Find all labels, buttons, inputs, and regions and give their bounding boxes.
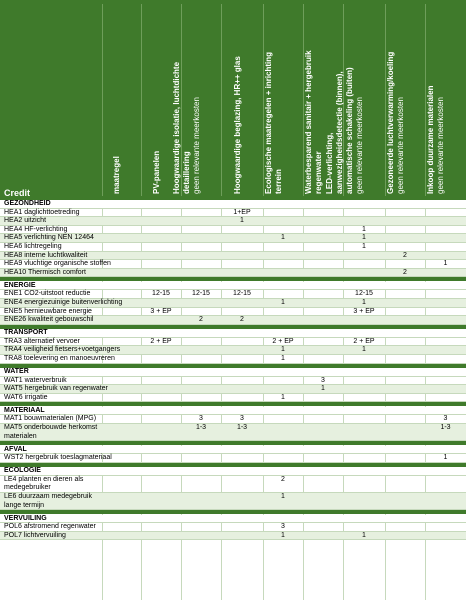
score-cell: 2 + EP	[272, 337, 294, 345]
column-header-line: automatische schakeling (buiten)	[344, 67, 354, 194]
table-row	[0, 355, 466, 364]
credit-name: TRA4 veiligheid fietsers+voetgangers	[4, 346, 121, 354]
section-divider	[0, 510, 466, 514]
score-cell: 1	[281, 393, 285, 401]
section-divider	[0, 325, 466, 329]
column-header-line: Hoogwaardige isolatie, luchtdichte	[171, 61, 181, 194]
table-row	[0, 532, 466, 541]
table-row	[0, 377, 466, 386]
table-row	[0, 209, 466, 218]
column-header-6	[324, 4, 385, 196]
credit-name: HEA1 daglichttoetreding	[4, 208, 80, 216]
score-cell: 1-3	[195, 424, 207, 431]
score-cell: 3 + EP	[353, 307, 375, 315]
credit-name: MAT5 onderbouwde herkomst materialen	[4, 424, 98, 440]
column-header-line: Gezoneerde luchtverwarming/koeling	[385, 51, 395, 194]
section-divider	[0, 402, 466, 406]
section-divider	[0, 441, 466, 445]
category-title: ENERGIE	[4, 281, 36, 289]
category-row	[0, 515, 466, 524]
score-cell: 1	[281, 346, 285, 354]
table-row	[0, 234, 466, 243]
credit-name: TRA3 alternatief vervoer	[4, 337, 80, 345]
column-header-line: maatregel	[112, 156, 121, 194]
table-row	[0, 385, 466, 394]
column-header-text	[304, 50, 324, 194]
category-row	[0, 200, 466, 209]
score-cell: 1	[362, 234, 366, 242]
category-title: ECOLOGIE	[4, 467, 41, 475]
category-title: GEZONDHEID	[4, 200, 51, 207]
score-cell: 1	[362, 531, 366, 539]
score-cell: 1	[362, 346, 366, 354]
score-cell: 1	[281, 234, 285, 242]
score-cell: 1-3	[440, 424, 451, 431]
credit-name: POL6 afstromend regenwater	[4, 523, 96, 531]
column-header-sub: geen relevante meerkosten	[191, 97, 201, 194]
score-cell: 2	[199, 316, 203, 324]
table-row	[0, 415, 466, 424]
column-header-text	[264, 52, 284, 194]
section-divider	[0, 463, 466, 467]
category-row	[0, 467, 466, 476]
category-row	[0, 368, 466, 377]
score-cell: 1	[240, 217, 244, 225]
credit-name: HEA5 verlichting NEN 12464	[4, 234, 94, 242]
table-row	[0, 394, 466, 403]
credit-name: LE4 planten en dieren als medegebruiker	[4, 475, 84, 492]
score-cell: 1	[281, 531, 285, 539]
table-row	[0, 346, 466, 355]
credit-column-label: Credit	[4, 188, 31, 198]
column-header-line: terrein	[273, 169, 283, 194]
score-cell: 1	[321, 385, 325, 393]
score-cell: 2	[240, 316, 244, 324]
score-cell: 1	[443, 454, 448, 462]
credit-name: WAT1 waterverbruik	[4, 376, 67, 384]
column-header-text	[325, 67, 365, 194]
score-cell: 2 + EP	[150, 337, 172, 345]
column-header-sub: geen relevante meerkosten	[354, 97, 364, 194]
credit-name: TRA8 toelevering en manoeuvreren	[4, 355, 115, 362]
score-cell: 1	[281, 493, 285, 500]
score-cell: 1+EP	[233, 208, 251, 216]
column-header-7	[385, 4, 425, 196]
table-row	[0, 252, 466, 261]
table-row	[0, 260, 466, 269]
score-cell: 1	[443, 260, 448, 268]
table-row	[0, 454, 466, 463]
column-header-0	[102, 4, 141, 196]
score-cell: 3	[199, 415, 203, 423]
category-title: MATERIAAL	[4, 406, 45, 414]
credit-name: ENE26 kwaliteit gebouwschil	[4, 316, 94, 324]
score-cell: 1	[362, 299, 366, 306]
category-title: TRANSPORT	[4, 329, 48, 337]
table-row	[0, 226, 466, 235]
table-row	[0, 424, 466, 441]
column-header-text	[233, 56, 243, 194]
credit-name: HEA8 interne luchtkwaliteit	[4, 251, 88, 259]
credit-name: WAT6 irrigatie	[4, 393, 48, 401]
score-cell: 3	[443, 415, 448, 423]
column-header-8	[425, 4, 466, 196]
score-cell: 1	[281, 355, 285, 362]
score-cell: 3	[281, 523, 285, 531]
section-divider	[0, 277, 466, 281]
column-header-text	[426, 86, 446, 194]
score-cell: 12-15	[192, 290, 210, 298]
column-header-line: detaillering	[181, 151, 191, 194]
column-header-line: Waterbesparend sanitair + hergebruik	[303, 50, 313, 194]
category-row	[0, 329, 466, 338]
category-title: VERVUILING	[4, 514, 47, 522]
score-cell: 3	[321, 376, 325, 384]
section-divider	[0, 364, 466, 368]
score-cell: 1	[281, 299, 285, 306]
column-header-4	[263, 4, 303, 196]
table-row	[0, 299, 466, 308]
credit-name: WST2 hergebruik toeslagmateriaal	[4, 454, 112, 462]
table-row	[0, 493, 466, 510]
score-cell: 1	[362, 225, 366, 233]
category-title: WATER	[4, 368, 29, 375]
score-cell: 1	[362, 243, 366, 250]
category-title: AFVAL	[4, 445, 27, 453]
column-header-text	[152, 151, 162, 194]
table-row	[0, 269, 466, 278]
column-header-line: regenwater	[313, 151, 323, 194]
score-cell: 2	[403, 268, 407, 276]
credit-name: HEA2 uitzicht	[4, 217, 47, 225]
column-header-line: Inkoop duurzame materialen	[426, 85, 435, 194]
score-cell: 2 + EP	[353, 337, 375, 345]
credit-name: HEA10 Thermisch comfort	[4, 268, 86, 276]
column-header-sub: geen relevante meerkosten	[395, 97, 405, 194]
table-row	[0, 243, 466, 252]
column-header-text	[112, 156, 122, 194]
credit-name: ENE4 energiezuinige buitenverlichting	[4, 299, 123, 306]
table-row	[0, 308, 466, 317]
score-cell: 3	[240, 415, 244, 423]
score-cell: 12-15	[233, 290, 251, 298]
column-header-3	[221, 4, 263, 196]
score-cell: 12-15	[355, 290, 373, 298]
column-header-line: LED-verlichting,	[324, 132, 334, 194]
credit-name: POL7 lichtvervuiling	[4, 531, 66, 539]
table-row	[0, 316, 466, 325]
credit-name: ENE1 CO2-uitstoot reductie	[4, 290, 91, 298]
score-cell: 2	[403, 251, 407, 259]
table-row	[0, 217, 466, 226]
score-cell: 3 + EP	[150, 307, 172, 315]
score-cell: 12-15	[152, 290, 170, 298]
column-header-line: aanwezigheidsdetectie (binnen),	[334, 71, 344, 194]
column-header-text	[172, 62, 202, 194]
category-row	[0, 282, 466, 291]
column-header-text	[386, 52, 406, 194]
table-row	[0, 523, 466, 532]
score-cell: 1-3	[236, 424, 248, 431]
table-row	[0, 290, 466, 299]
credit-name: MAT1 bouwmaterialen (MPG)	[4, 415, 97, 423]
table-row	[0, 476, 466, 493]
credit-name: HEA6 lichtregeling	[4, 243, 62, 250]
credit-name: WAT5 hergebruik van regenwater	[4, 385, 108, 393]
column-header-line: Hoogwaardige beglazing, HR++ glas	[232, 56, 242, 194]
category-row	[0, 407, 466, 416]
credit-name: ENE5 hernieuwbare energie	[4, 307, 92, 315]
score-cell: 2	[281, 475, 285, 483]
column-header-sub: geen relevante meerkosten	[436, 97, 445, 194]
column-header-line: Ecologische maatregelen + inrichting	[263, 51, 273, 194]
credit-name: HEA4 HF-verlichting	[4, 225, 68, 233]
credit-name: HEA9 vluchtige organische stoffen	[4, 260, 111, 268]
table-row	[0, 338, 466, 347]
category-row	[0, 446, 466, 455]
column-header-line: PV-panelen	[151, 150, 161, 194]
column-header-2	[171, 4, 221, 196]
credit-name: LE6 duurzaam medegebruik lange termijn	[4, 493, 92, 509]
